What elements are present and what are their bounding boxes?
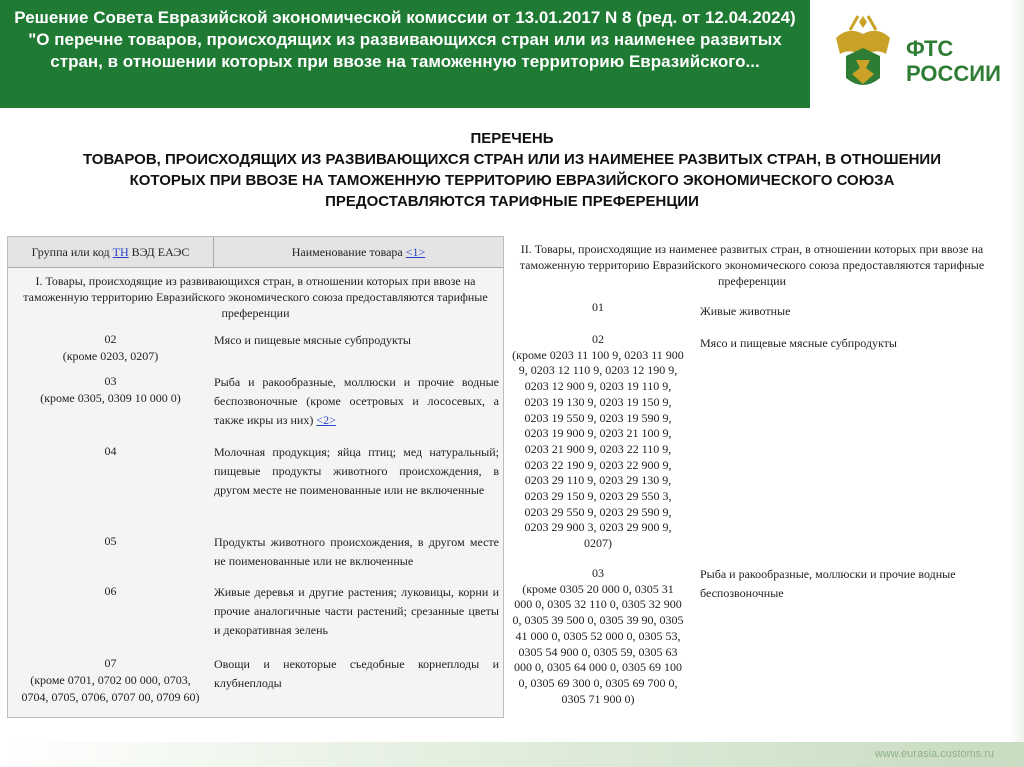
footer-url: www.eurasia.customs.ru	[874, 748, 994, 760]
code-cell: 05	[104, 534, 117, 548]
fts-logo	[828, 6, 1008, 106]
document-title: Решение Совета Евразийской экономической комиссии от 13.01.2017 N 8 (ред. от 12.04.2024) "О перечне товаров, происходящих из развивающихся стран или из наименее развитых стран, в отношении которых при ввозе на таможенную территорию Евразийского...	[14, 8, 796, 71]
name-cell: Продукты животного происхождения, в другом месте не поименованные или не включенные	[214, 535, 499, 568]
name-cell: Мясо и пищевые мясные субпродукты	[214, 333, 411, 347]
name-cell: Рыба и ракообразные, моллюски и прочие водные беспозвоночные	[700, 567, 956, 600]
code-cell: 04	[104, 444, 117, 458]
code-cell: 06	[104, 584, 117, 598]
name-cell: Овощи и некоторые съедобные корнеплоды и клубнеплоды	[214, 657, 499, 690]
footnote-2-link[interactable]: <2>	[316, 413, 336, 427]
name-cell: Живые животные	[700, 304, 791, 318]
table-header	[8, 237, 503, 268]
left-table	[7, 236, 504, 718]
column-header-name: Наименование товара <1>	[291, 245, 426, 259]
name-cell: Рыба и ракообразные, моллюски и прочие водные беспозвоночные (кроме осетровых и лососевых, а также икры из них) <2>	[214, 375, 499, 427]
emblem-icon	[828, 8, 898, 98]
header-banner	[0, 0, 810, 108]
name-cell: Молочная продукция; яйца птиц; мед натуральный; пищевые продукты животного происхождения, в другом месте не поименованные или не включенные	[214, 445, 499, 497]
code-cell: 02 (кроме 0203, 0207)	[62, 332, 159, 363]
tn-link[interactable]: ТН	[112, 245, 129, 259]
name-cell: Мясо и пищевые мясные субпродукты	[700, 336, 897, 350]
code-cell: 01	[592, 300, 604, 314]
footnote-1-link[interactable]: <1>	[405, 245, 426, 259]
list-title: ПЕРЕЧЕНЬ ТОВАРОВ, ПРОИСХОДЯЩИХ ИЗ РАЗВИВАЮЩИХСЯ СТРАН ИЛИ ИЗ НАИМЕНЕЕ РАЗВИТЫХ СТРАН, В ОТНОШЕНИИ КОТОРЫХ ПРИ ВВОЗЕ НА ТАМОЖЕННУЮ ТЕРРИТОРИЮ ЕВРАЗИЙСКОГО ЭКОНОМИЧЕСКОГО СОЮЗА ПРЕДОСТАВЛЯЮТСЯ ТАРИФНЫЕ ПРЕФЕРЕНЦИИ	[82, 130, 941, 210]
logo-text: ФТС РОССИИ	[906, 36, 1001, 86]
right-edge-decoration	[1010, 0, 1024, 767]
column-header-code: Группа или код ТН ВЭД ЕАЭС	[8, 237, 214, 267]
code-cell: 02 (кроме 0203 11 100 9, 0203 11 900 9, 0203 12 110 9, 0203 12 190 9, 0203 12 900 9, 0203 19 110 9, 0203 19 130 9, 0203 19 150 9, 0203 19 550 9, 0203 19 590 9, 0203 19 900 9, 0203 21 100 9, 0203 21 900 9, 0203 22 110 9, 0203 22 190 9, 0203 22 900 9, 0203 29 110 9, 0203 29 130 9, 0203 29 150 9, 0203 29 550 3, 0203 29 550 9, 0203 29 590 9, 0203 29 900 3, 0203 29 900 9, 0207)	[512, 332, 684, 551]
code-cell: 03 (кроме 0305, 0309 10 000 0)	[40, 374, 181, 405]
code-cell: 03 (кроме 0305 20 000 0, 0305 31 000 0, 0305 32 110 0, 0305 32 900 0, 0305 39 500 0, 0305 39 90, 0305 41 000 0, 0305 52 000 0, 0305 53, 0305 54 900 0, 0305 59, 0305 63 000 0, 0305 64 000 0, 0305 69 100 0, 0305 69 300 0, 0305 69 700 0, 0305 71 900 0)	[512, 566, 684, 706]
footer-bar	[0, 742, 1024, 767]
code-cell: 07 (кроме 0701, 0702 00 000, 0703, 0704, 0705, 0706, 0707 00, 0709 60)	[21, 656, 200, 704]
name-cell: Живые деревья и другие растения; луковицы, корни и прочие аналогичные части растений; срезанные цветы и декоративная зелень	[214, 585, 499, 637]
section-heading: II. Товары, происходящие из наименее развитых стран, в отношении которых при ввозе на таможенную территорию Евразийского экономического союза предоставляются тарифные преференции	[519, 242, 985, 288]
section-heading: I. Товары, происходящие из развивающихся стран, в отношении которых при ввозе на таможенную территорию Евразийского экономического союза предоставляются тарифные преференции	[23, 274, 488, 320]
